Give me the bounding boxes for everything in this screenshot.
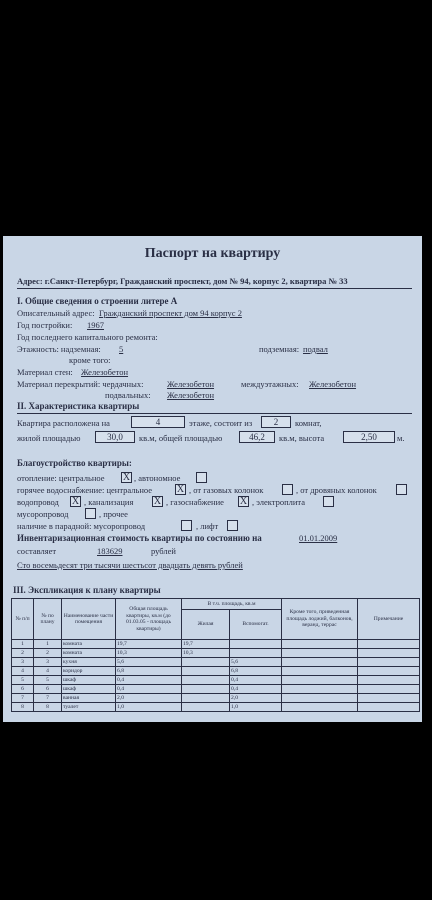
apartment-passport-document xyxy=(3,236,422,722)
table-cell-p: 7 xyxy=(34,694,62,703)
col-header-num: № п/п xyxy=(12,599,34,640)
document-title: Паспорт на квартиру xyxy=(144,246,281,261)
table-cell-aux xyxy=(230,649,282,658)
year-built-value: 1967 xyxy=(87,320,104,330)
table-cell-aux: 6,8 xyxy=(230,667,282,676)
heating-auto-checkbox xyxy=(196,472,207,483)
floor-label: Квартира расположена на xyxy=(17,418,110,428)
height-unit: м. xyxy=(397,433,405,443)
living-area-label: жилой площадью xyxy=(17,433,81,443)
table-cell-aux: 2,0 xyxy=(230,694,282,703)
floors-value: 5 xyxy=(119,344,124,354)
rooms-label: этаже, состоит из xyxy=(189,418,253,428)
table-cell-n: 5 xyxy=(12,676,34,685)
table-cell-note xyxy=(358,667,420,676)
valuation-currency: рублей xyxy=(151,546,176,556)
section-2-heading: II. Характеристика квартиры xyxy=(17,401,140,411)
underground-label: подземная: xyxy=(259,344,300,354)
table-cell-extra xyxy=(282,658,358,667)
hotwater-label: горячее водоснабжение: центральное xyxy=(17,485,153,495)
floor-value: 4 xyxy=(131,416,185,428)
table-row xyxy=(12,649,420,658)
rooms-value: 2 xyxy=(261,416,291,428)
rooms-unit: комнат, xyxy=(295,418,322,428)
ceilings-base-value: Железобетон xyxy=(167,390,215,400)
table-cell-aux: 1,0 xyxy=(230,703,282,712)
divider xyxy=(17,288,412,289)
table-cell-name: коридор xyxy=(62,667,116,676)
valuation-amount: 183629 xyxy=(97,546,123,556)
valuation-amount-label: составляет xyxy=(17,546,57,556)
table-cell-total: 5,6 xyxy=(116,658,182,667)
table-cell-note xyxy=(358,640,420,649)
table-cell-total: 1,0 xyxy=(116,703,182,712)
height-value: 2,50 xyxy=(343,431,395,443)
entrance-chute-checkbox xyxy=(181,520,192,531)
table-cell-name: шкаф xyxy=(62,685,116,694)
table-cell-name: комната xyxy=(62,649,116,658)
besides-label: кроме того: xyxy=(69,355,111,365)
table-row xyxy=(12,640,420,649)
address-line: Адрес: г.Санкт-Петербург, Гражданский проспект, дом № 94, корпус 2, квартира № 33 xyxy=(17,276,348,286)
col-header-aux: Вспомогат. xyxy=(230,610,282,640)
walls-value: Железобетон xyxy=(81,367,129,377)
table-cell-extra xyxy=(282,694,358,703)
table-cell-extra xyxy=(282,640,358,649)
table-row xyxy=(12,685,420,694)
table-cell-p: 6 xyxy=(34,685,62,694)
hotwater-central-checkbox: X xyxy=(176,484,185,495)
underground-value: подвал xyxy=(303,344,328,354)
table-cell-name: туалет xyxy=(62,703,116,712)
living-area-value: 30,0 xyxy=(95,431,135,443)
table-cell-living: 19,7 xyxy=(182,640,230,649)
table-cell-note xyxy=(358,676,420,685)
valuation-heading: Инвентаризационная стоимость квартиры по состоянию на xyxy=(17,533,262,543)
height-label: кв.м, высота xyxy=(279,433,325,443)
table-cell-name: кухня xyxy=(62,658,116,667)
table-cell-extra xyxy=(282,685,358,694)
table-cell-name: ванная xyxy=(62,694,116,703)
col-header-extra: Кроме того, приведенная площадь лоджий, балконов, веранд, террас xyxy=(282,599,358,640)
col-header-group: В т.ч. площадь, кв.м xyxy=(182,599,282,610)
section-1-heading: I. Общие сведения о строении литере А xyxy=(17,296,178,306)
table-cell-total: 6,8 xyxy=(116,667,182,676)
total-area-label: кв.м, общей площадью xyxy=(139,433,223,443)
chute-label: мусоропровод xyxy=(17,509,69,519)
ceilings-base-label: подвальных: xyxy=(105,390,151,400)
table-cell-total: 0,4 xyxy=(116,685,182,694)
table-cell-note xyxy=(358,694,420,703)
table-cell-n: 6 xyxy=(12,685,34,694)
gas-columns-checkbox xyxy=(282,484,293,495)
table-cell-total: 2,0 xyxy=(116,694,182,703)
table-cell-living xyxy=(182,685,230,694)
table-cell-extra xyxy=(282,703,358,712)
table-cell-p: 2 xyxy=(34,649,62,658)
repair-year-label: Год последнего капитального ремонта: xyxy=(17,332,158,342)
table-cell-n: 3 xyxy=(12,658,34,667)
table-cell-extra xyxy=(282,667,358,676)
col-header-living: Жилая xyxy=(182,610,230,640)
entrance-chute-label: наличие в парадной: мусоропровод xyxy=(17,521,146,531)
sewer-checkbox: X xyxy=(153,496,162,507)
wood-columns-label: , от дровяных колонок xyxy=(296,485,377,495)
table-cell-p: 3 xyxy=(34,658,62,667)
ceilings-mid-label: междуэтажных: xyxy=(241,379,299,389)
table-cell-n: 4 xyxy=(12,667,34,676)
gas-columns-label: , от газовых колонок xyxy=(189,485,264,495)
table-row xyxy=(12,676,420,685)
desc-address-value: Гражданский проспект дом 94 корпус 2 xyxy=(99,308,242,318)
table-row xyxy=(12,667,420,676)
table-cell-n: 7 xyxy=(12,694,34,703)
ceilings-label: Материал перекрытий: чердачных: xyxy=(17,379,144,389)
divider xyxy=(17,413,412,414)
floors-label: Этажность: надземная: xyxy=(17,344,101,354)
table-cell-p: 4 xyxy=(34,667,62,676)
lift-label: , лифт xyxy=(196,521,219,531)
table-cell-living xyxy=(182,667,230,676)
stove-label: , электроплита xyxy=(252,497,306,507)
valuation-amount-words: Сто восемьдесят три тысячи шестьсот двадцать девять рублей xyxy=(17,560,243,570)
table-row xyxy=(12,694,420,703)
year-built-label: Год постройки: xyxy=(17,320,73,330)
col-header-name: Наименование части помещения xyxy=(62,599,116,640)
table-cell-living xyxy=(182,703,230,712)
table-cell-name: шкаф xyxy=(62,676,116,685)
table-cell-note xyxy=(358,649,420,658)
lift-checkbox xyxy=(227,520,238,531)
table-row xyxy=(12,658,420,667)
valuation-date: 01.01.2009 xyxy=(299,533,338,543)
table-row xyxy=(12,703,420,712)
chute-checkbox xyxy=(85,508,96,519)
walls-label: Материал стен: xyxy=(17,367,73,377)
table-cell-total: 10,3 xyxy=(116,649,182,658)
table-cell-n: 8 xyxy=(12,703,34,712)
gas-label: , газоснабжение xyxy=(166,497,224,507)
table-cell-note xyxy=(358,658,420,667)
col-header-note: Примечание xyxy=(358,599,420,640)
gas-checkbox: X xyxy=(239,496,248,507)
table-cell-extra xyxy=(282,649,358,658)
heating-label: отопление: центральное xyxy=(17,473,105,483)
section-3-heading: III. Экспликация к плану квартиры xyxy=(13,585,161,595)
table-cell-n: 2 xyxy=(12,649,34,658)
explication-table xyxy=(11,598,420,712)
table-cell-total: 19,7 xyxy=(116,640,182,649)
other-label: , прочее xyxy=(99,509,128,519)
wood-columns-checkbox xyxy=(396,484,407,495)
col-header-plan-num: № по плану xyxy=(34,599,62,640)
table-cell-note xyxy=(358,685,420,694)
table-cell-living xyxy=(182,658,230,667)
heating-central-checkbox: X xyxy=(122,472,131,483)
table-cell-living xyxy=(182,676,230,685)
table-cell-aux: 0,4 xyxy=(230,676,282,685)
ceilings-mid-value: Железобетон xyxy=(309,379,357,389)
sewer-label: , канализация xyxy=(84,497,134,507)
amenities-heading: Благоустройство квартиры: xyxy=(17,458,132,468)
table-cell-name: комната xyxy=(62,640,116,649)
table-cell-living: 10,3 xyxy=(182,649,230,658)
ceilings-attic-value: Железобетон xyxy=(167,379,215,389)
water-label: водопровод xyxy=(17,497,59,507)
table-cell-living xyxy=(182,694,230,703)
table-cell-p: 8 xyxy=(34,703,62,712)
table-cell-n: 1 xyxy=(12,640,34,649)
table-cell-aux: 5,6 xyxy=(230,658,282,667)
desc-address-label: Описательный адрес: xyxy=(17,308,95,318)
stove-checkbox xyxy=(323,496,334,507)
water-checkbox: X xyxy=(71,496,80,507)
table-cell-extra xyxy=(282,676,358,685)
table-cell-note xyxy=(358,703,420,712)
table-cell-total: 0,4 xyxy=(116,676,182,685)
heating-auto-label: , автономное xyxy=(134,473,181,483)
col-header-total-area: Общая площадь квартиры, кв.м (до 01.03.05 - площадь квартиры) xyxy=(116,599,182,640)
table-cell-aux xyxy=(230,640,282,649)
total-area-value: 46,2 xyxy=(239,431,275,443)
table-cell-p: 5 xyxy=(34,676,62,685)
table-cell-aux: 0,4 xyxy=(230,685,282,694)
table-cell-p: 1 xyxy=(34,640,62,649)
